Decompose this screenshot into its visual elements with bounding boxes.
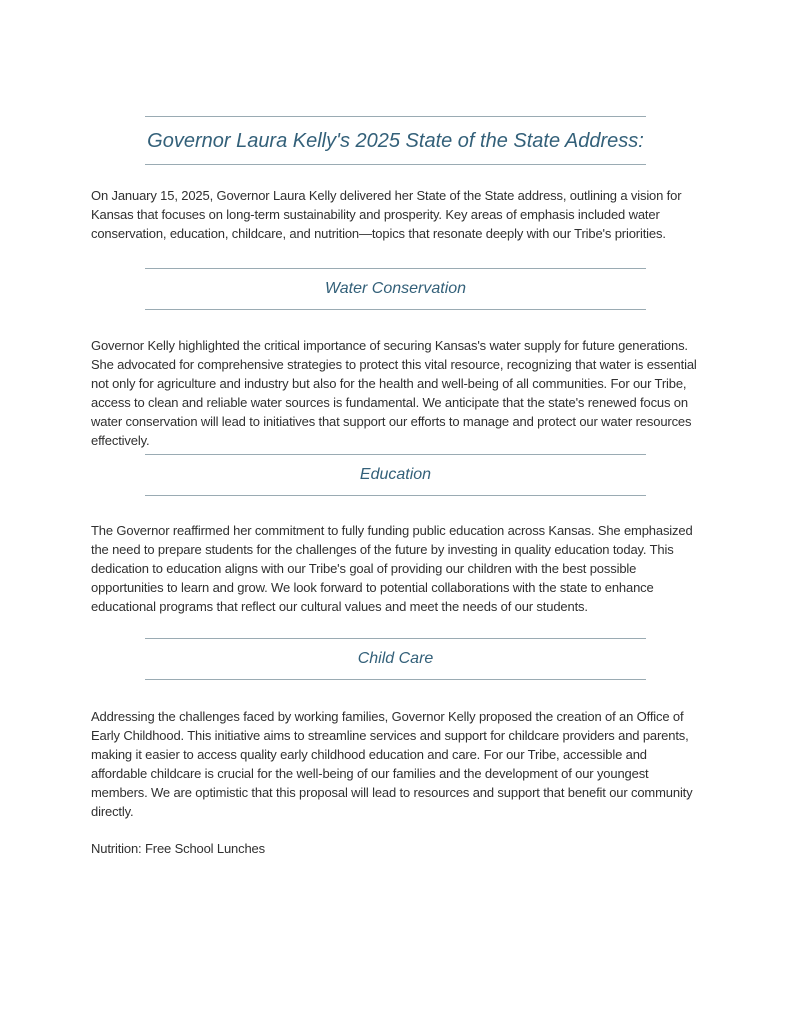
document-content (91, 116, 700, 858)
section-paragraph-child-care: Addressing the challenges faced by working families, Governor Kelly proposed the creation of an Office of Early Childhood. This initiative aims to streamline services and support for childcare providers and parents, making it easier to access quality early childhood education and care. For our Tribe, accessible and affordable childcare is crucial for the well-being of our families and the development of our youngest members. We are optimistic that this proposal will lead to resources and support that benefit our community directly. (91, 709, 693, 819)
section-heading-block-education (145, 454, 646, 496)
section-heading-block-child-care (145, 638, 646, 680)
section-paragraph-water-conservation: Governor Kelly highlighted the critical importance of securing Kansas's water supply for future generations. She advocated for comprehensive strategies to protect this vital resource, recognizing that water is essential not only for agriculture and industry but also for the health and well-being of all communities. For our Tribe, access to clean and reliable water sources is fundamental. We anticipate that the state's renewed focus on water conservation will lead to initiatives that support our efforts to manage and protect our water resources effectively. (91, 338, 697, 448)
document-title: Governor Laura Kelly's 2025 State of the State Address: (147, 130, 644, 152)
intro-paragraph: On January 15, 2025, Governor Laura Kelly delivered her State of the State address, outlining a vision for Kansas that focuses on long-term sustainability and prosperity. Key areas of emphasis included water conservation, education, childcare, and nutrition—topics that resonate deeply with our Tribe's priorities. (91, 188, 682, 241)
document-title-block (145, 116, 646, 165)
section-heading-child-care: Child Care (357, 650, 434, 667)
section-heading-water-conservation: Water Conservation (324, 280, 467, 297)
section-heading-block-water-conservation (145, 268, 646, 310)
section-heading-education: Education (359, 466, 432, 483)
nutrition-closing-line: Nutrition: Free School Lunches (91, 841, 265, 856)
section-paragraph-education: The Governor reaffirmed her commitment to fully funding public education across Kansas. She emphasized the need to prepare students for the challenges of the future by investing in quality education today. This dedication to education aligns with our Tribe's goal of providing our children with the best possible opportunities to learn and grow. We look forward to potential collaborations with the state to enhance educational programs that reflect our cultural values and meet the needs of our students. (91, 523, 693, 614)
